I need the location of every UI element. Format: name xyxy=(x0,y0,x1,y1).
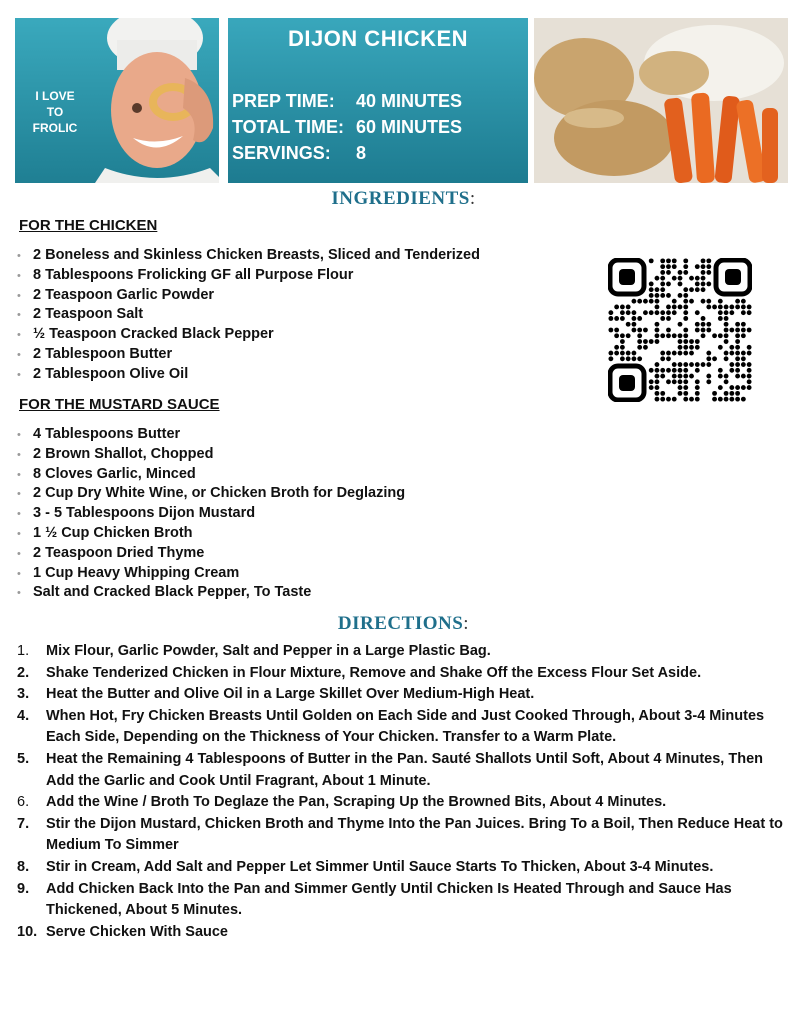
qr-finder-top-left xyxy=(610,260,644,294)
list-item: • Salt and Cracked Black Pepper, To Taste xyxy=(17,584,312,601)
directions-heading: DIRECTIONS: xyxy=(337,613,470,634)
recipe-title: DIJON CHICKEN xyxy=(287,26,469,51)
list-item: • 2 Cup Dry White Wine, or Chicken Broth for Deglazing xyxy=(17,485,406,502)
dish-photo-panel xyxy=(534,18,788,183)
list-item: • 1 Cup Heavy Whipping Cream xyxy=(17,564,240,581)
list-item: • 3 - 5 Tablespoons Dijon Mustard xyxy=(17,505,256,522)
list-item: • 2 Teaspoon Dried Thyme xyxy=(17,544,205,561)
list-item: • 2 Teaspoon Garlic Powder xyxy=(17,286,215,303)
prep-time-label: PREP TIME: xyxy=(232,91,335,111)
chicken-subheading: FOR THE CHICKEN xyxy=(19,217,158,234)
chicken-ingredient-list xyxy=(17,246,480,385)
list-item: • 8 Tablespoons Frolicking GF all Purpose Flour xyxy=(17,266,354,283)
servings-label: SERVINGS: xyxy=(232,143,331,163)
direction-step: 4. When Hot, Fry Chicken Breasts Until Golden on Each Side and Just Cooked Through, About 3-4 Minutes Each Side, Depending on the Thickness of Your Chicken. Transfer to a Warm Plate. xyxy=(17,707,765,746)
prep-time-value: 40 MINUTES xyxy=(356,91,463,111)
prep-time-row xyxy=(232,91,462,112)
sauce-ingredient-list xyxy=(17,425,405,603)
list-item: • 1 ½ Cup Chicken Broth xyxy=(17,524,193,541)
list-item: • 2 Tablespoon Olive Oil xyxy=(17,365,189,382)
directions-list xyxy=(17,641,787,943)
direction-step: 5. Heat the Remaining 4 Tablespoons of Butter in the Pan. Sauté Shallots Until Soft, About 4 Minutes, Then Add the Garlic and Cook Until Fragrant, About 1 Minute. xyxy=(17,750,763,789)
servings-row xyxy=(232,143,366,164)
total-time-label: TOTAL TIME: xyxy=(232,117,344,137)
i-love-to-frolic-text: I LOVE TO FROLIC xyxy=(32,89,78,135)
qr-code[interactable] xyxy=(608,258,752,402)
list-item: • ½ Teaspoon Cracked Black Pepper xyxy=(17,326,274,343)
list-item: • 8 Cloves Garlic, Minced xyxy=(17,465,196,482)
list-item: • 2 Tablespoon Butter xyxy=(17,345,173,362)
direction-step: 6. Add the Wine / Broth To Deglaze the Pan, Scraping Up the Browned Bits, About 4 Minutes. xyxy=(17,794,667,811)
recipe-title-panel xyxy=(228,18,528,183)
direction-step: 1. Mix Flour, Garlic Powder, Salt and Pepper in a Large Plastic Bag. xyxy=(17,643,491,659)
chef-photo-panel xyxy=(15,18,219,183)
qr-finder-bottom-left xyxy=(610,366,644,400)
dish-photo xyxy=(534,18,788,183)
direction-step: 7. Stir the Dijon Mustard, Chicken Broth and Thyme Into the Pan Juices. Bring To a Boil, Then Reduce Heat to Medium To Simmer xyxy=(17,815,783,854)
direction-step: 10. Serve Chicken With Sauce xyxy=(17,923,228,940)
list-item: • 4 Tablespoons Butter xyxy=(17,426,181,442)
servings-value: 8 xyxy=(356,143,367,163)
qr-finder-top-right xyxy=(716,260,750,294)
direction-step: 3. Heat the Butter and Olive Oil in a Large Skillet Over Medium-High Heat. xyxy=(17,686,535,703)
list-item: • 2 Boneless and Skinless Chicken Breasts, Sliced and Tenderized xyxy=(17,247,480,263)
total-time-value: 60 MINUTES xyxy=(356,117,463,137)
total-time-row xyxy=(232,117,462,138)
list-item: • 2 Brown Shallot, Chopped xyxy=(17,445,214,462)
sauce-subheading: FOR THE MUSTARD SAUCE xyxy=(19,396,220,413)
direction-step: 2. Shake Tenderized Chicken in Flour Mixture, Remove and Shake Off the Excess Flour Set Aside. xyxy=(17,664,702,681)
direction-step: 8. Stir in Cream, Add Salt and Pepper Let Simmer Until Sauce Starts To Thicken, About 3-4 Minutes. xyxy=(17,858,714,875)
direction-step: 9. Add Chicken Back Into the Pan and Simmer Gently Until Chicken Is Heated Through and Sauce Has Thickened, About 5 Minutes. xyxy=(17,880,732,919)
chef-photo xyxy=(75,18,219,183)
list-item: • 2 Teaspoon Salt xyxy=(17,306,144,323)
ingredients-heading: INGREDIENTS: xyxy=(331,188,476,209)
